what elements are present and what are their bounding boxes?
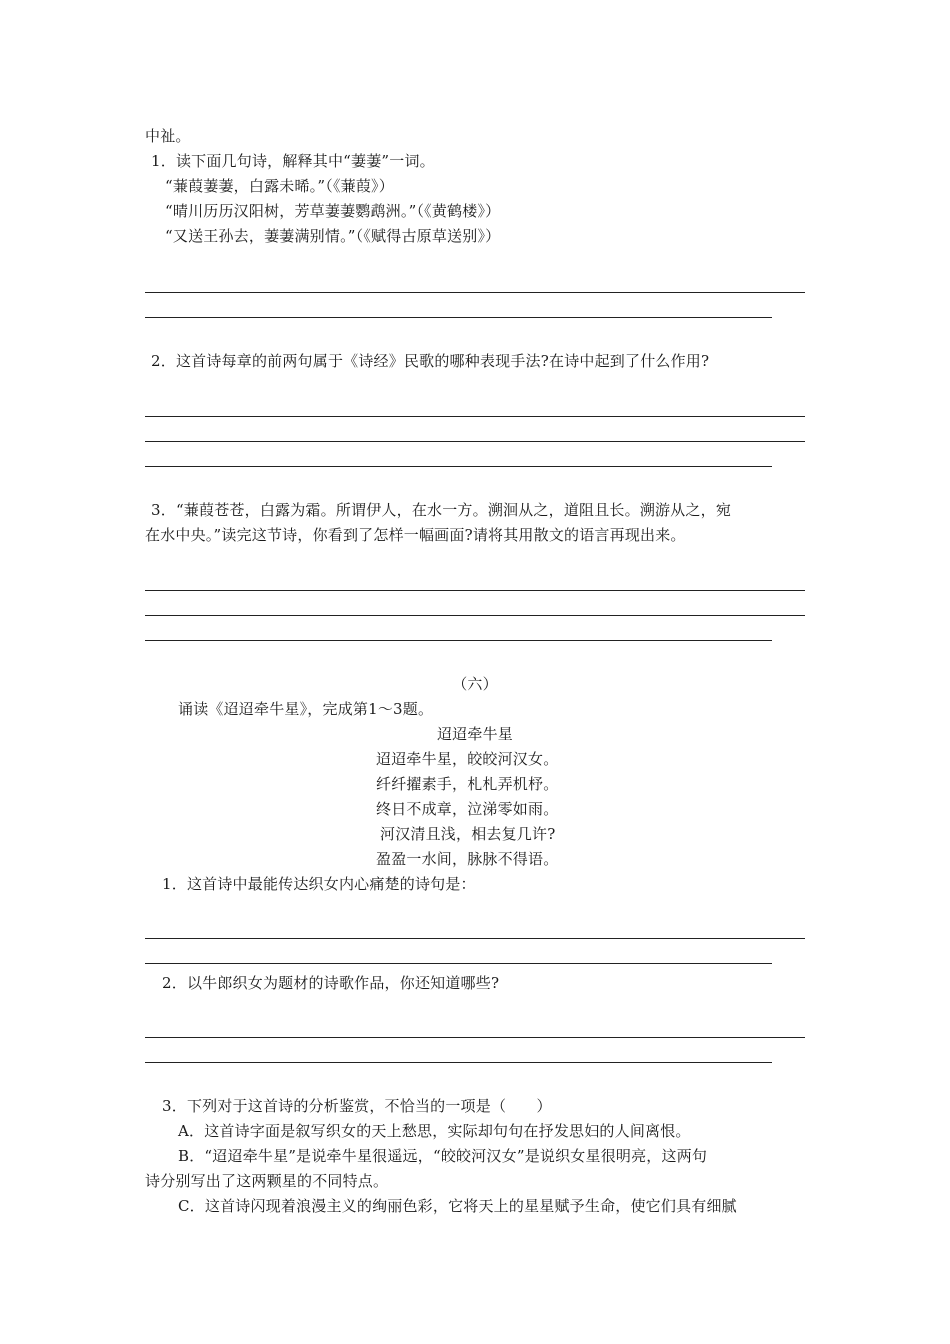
answer-line	[145, 1062, 772, 1063]
s6-q1-prompt: 1．这首诗中最能传达织女内心痛楚的诗句是：	[162, 875, 476, 893]
answer-line	[145, 466, 772, 467]
q3-line-2: 在水中央。”读完这节诗，你看到了怎样一幅画面?请将其用散文的语言再现出来。	[145, 526, 686, 544]
answer-line	[145, 640, 772, 641]
poem-line-3: 终日不成章，泣涕零如雨。	[376, 800, 559, 818]
s6-q2-prompt: 2．以牛郎织女为题材的诗歌作品，你还知道哪些?	[162, 974, 500, 992]
option-c-line-1: C．这首诗闪现着浪漫主义的绚丽色彩，它将天上的星星赋予生命，使它们具有细腻	[178, 1197, 737, 1215]
poem-line-5: 盈盈一水间，脉脉不得语。	[376, 850, 559, 868]
option-b-line-1: B．“迢迢牵牛星”是说牵牛星很遥远，“皎皎河汉女”是说织女星很明亮，这两句	[178, 1147, 708, 1165]
poem-line-1: 迢迢牵牛星，皎皎河汉女。	[376, 750, 559, 768]
section-intro: 诵读《迢迢牵牛星》，完成第1～3题。	[178, 700, 434, 718]
answer-line	[145, 615, 805, 616]
q1-prompt: 1．读下面几句诗，解释其中“萋萋”一词。	[151, 152, 435, 170]
q1-quote-1: “蒹葭萋萋，白露未晞。”（《蒹葭》）	[165, 177, 394, 195]
answer-line	[145, 963, 772, 964]
poem-line-4: 河汉清且浅，相去复几许?	[380, 825, 556, 843]
answer-line	[145, 416, 805, 417]
q2-prompt: 2．这首诗每章的前两句属于《诗经》民歌的哪种表现手法?在诗中起到了什么作用?	[151, 352, 710, 370]
answer-line	[145, 441, 805, 442]
answer-line	[145, 317, 772, 318]
answer-line	[145, 1037, 805, 1038]
s6-q3-prompt: 3．下列对于这首诗的分析鉴赏，不恰当的一项是（ ）	[162, 1097, 552, 1115]
q1-quote-3: “又送王孙去，萋萋满别情。”（《赋得古原草送别》）	[165, 227, 501, 245]
answer-line	[145, 292, 805, 293]
option-b-line-2: 诗分别写出了这两颗星的不同特点。	[145, 1172, 389, 1190]
top-fragment: 中祉。	[145, 127, 191, 145]
poem-line-2: 纤纤擢素手，札札弄机杼。	[376, 775, 559, 793]
poem-title: 迢迢牵牛星	[436, 725, 513, 743]
option-a: A．这首诗字面是叙写织女的天上愁思，实际却句句在抒发思妇的人间离恨。	[178, 1122, 691, 1140]
q1-quote-2: “晴川历历汉阳树，芳草萋萋鹦鹉洲。”（《黄鹤楼》）	[165, 202, 501, 220]
q3-line-1: 3．“蒹葭苍苍，白露为霜。所谓伊人，在水一方。溯洄从之，道阻且长。溯游从之，宛	[151, 501, 732, 519]
answer-line	[145, 590, 805, 591]
answer-line	[145, 938, 805, 939]
section-heading: （六）	[452, 675, 498, 693]
